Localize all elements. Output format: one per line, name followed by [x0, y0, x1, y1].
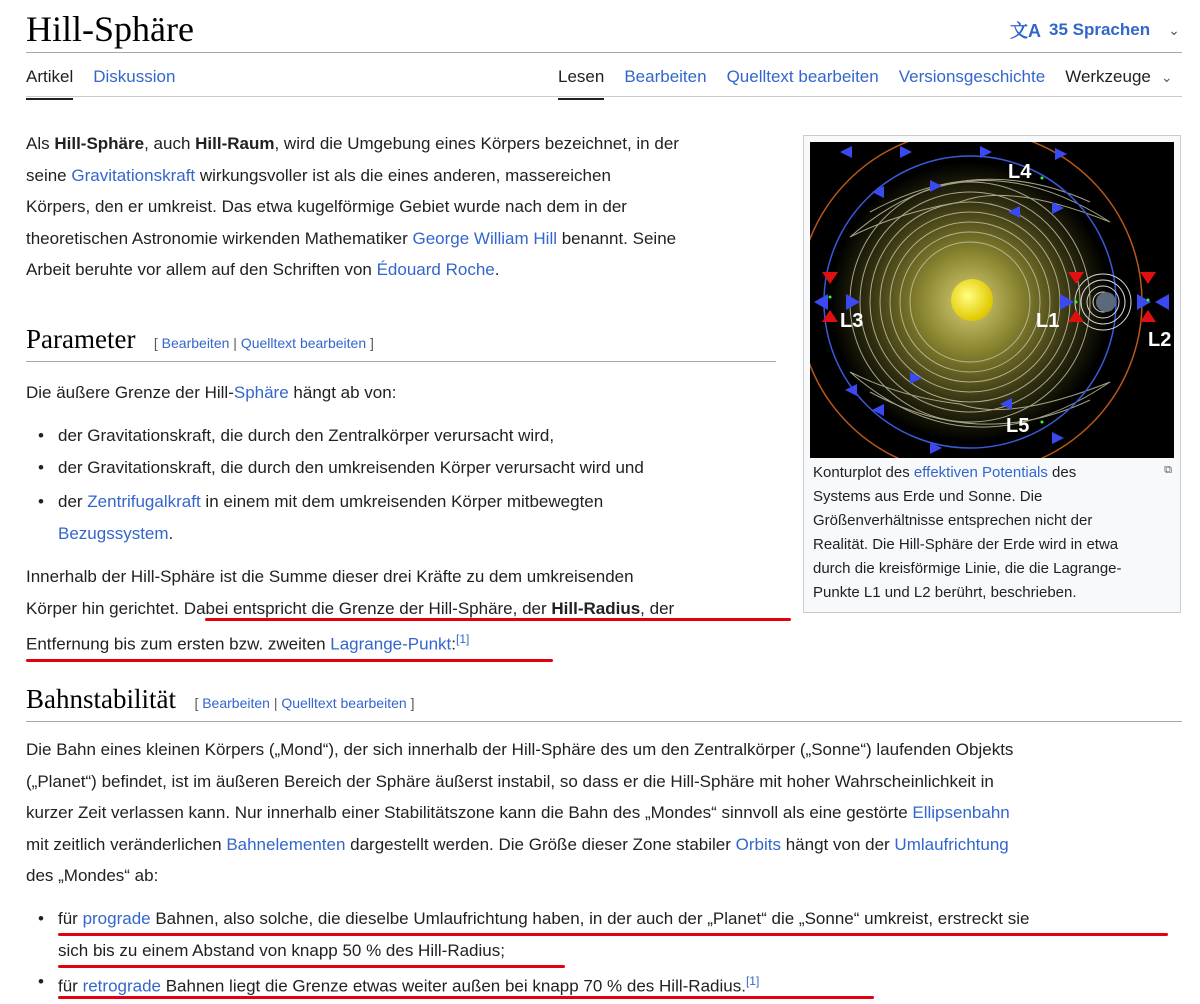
text: dargestellt werden. Die Größe dieser Zone stabiler	[345, 834, 736, 854]
link-gravitationskraft[interactable]: Gravitationskraft	[71, 165, 196, 185]
separator: |	[229, 335, 241, 351]
link-zentrifugalkraft[interactable]: Zentrifugalkraft	[87, 492, 201, 511]
language-selector[interactable]	[1010, 17, 1180, 43]
chevron-down-icon: ⌄	[1160, 69, 1173, 85]
link-bezugssystem[interactable]: Bezugssystem	[58, 523, 169, 543]
link-prograde[interactable]: prograde	[82, 909, 151, 928]
text: Als	[26, 134, 55, 153]
text: für	[58, 909, 83, 928]
section-heading-parameter	[26, 324, 776, 362]
text: hängt von der	[781, 834, 895, 854]
text: Bahnen liegt die Grenze etwas weiter außen bei knapp 70 % des Hill-Radius.	[161, 976, 746, 996]
text: Punkte L1 und L2 berührt, beschrieben.	[813, 584, 1077, 601]
bracket: ]	[410, 695, 415, 711]
list-item: • der Gravitationskraft, die durch den Zentralkörper verursacht wird,	[58, 420, 778, 452]
section-edit-links	[194, 695, 414, 711]
title-divider	[26, 52, 1182, 53]
label-l5: L5	[1006, 415, 1030, 437]
tabs-divider	[26, 96, 1182, 97]
tab-diskussion[interactable]: Diskussion	[93, 67, 176, 86]
tab-lesen[interactable]: Lesen	[558, 67, 604, 95]
text: in einem mit dem umkreisenden Körper mitbewegten	[200, 492, 604, 511]
translate-icon: 文A	[1010, 21, 1041, 41]
namespace-tabs	[26, 67, 175, 95]
text: .	[494, 260, 500, 279]
view-tabs	[558, 67, 1173, 95]
parameter-list	[58, 420, 778, 549]
text: Innerhalb der Hill-Sphäre ist die Summe dieser drei Kräfte zu dem umkreisenden	[26, 567, 634, 586]
list-item-continuation	[58, 518, 778, 550]
text: Entfernung bis zum ersten bzw. zweiten	[26, 634, 331, 654]
text: Konturplot des	[813, 464, 914, 481]
list-item	[58, 486, 778, 518]
edit-source-link[interactable]: Quelltext bearbeiten	[240, 335, 367, 351]
red-underline-annotation	[26, 659, 553, 662]
text: , der	[640, 598, 675, 618]
text: Die Bahn eines kleinen Körpers („Mond“), der sich innerhalb der Hill-Sphäre des um den Zentralkörper („Sonne“) laufenden Objekts	[26, 740, 1014, 759]
text: theoretischen Astronomie wirkenden Mathematiker	[26, 228, 413, 248]
text: :	[451, 634, 456, 654]
red-underline-annotation	[58, 933, 1168, 936]
red-underline-annotation	[58, 965, 565, 968]
list-item-continuation: sich bis zu einem Abstand von knapp 50 % des Hill-Radius;	[58, 940, 505, 960]
text: („Planet“) befindet, ist im äußeren Bereich der Sphäre äußerst instabil, so dass er die Hill-Sphäre mit hoher Wahrscheinlichkeit in	[26, 771, 994, 791]
text: Systems aus Erde und Sonne. Die	[813, 488, 1043, 505]
label-l2: L2	[1148, 329, 1172, 351]
section-heading-bahnstabilitaet	[26, 684, 1182, 722]
heading-text: Bahnstabilität	[26, 684, 176, 714]
edit-link[interactable]: Bearbeiten	[202, 695, 270, 711]
edit-source-link[interactable]: Quelltext bearbeiten	[281, 695, 407, 711]
text: hängt ab von:	[288, 383, 397, 402]
text: kurzer Zeit verlassen kann. Nur innerhalb einer Stabilitätszone kann die Bahn des „Mondes“ sinnvoll als eine gestörte	[26, 803, 913, 822]
figure-caption	[813, 461, 1163, 605]
tab-quelltext-bearbeiten[interactable]: Quelltext bearbeiten	[726, 67, 879, 86]
link-effektives-potential[interactable]: effektiven Potentials	[913, 464, 1048, 481]
bracket: [	[194, 695, 199, 711]
heading-text: Parameter	[26, 324, 136, 354]
text: Die äußere Grenze der Hill-	[26, 383, 234, 402]
bold-term: Hill-Radius	[551, 598, 641, 618]
label-l4: L4	[1008, 161, 1032, 183]
werkzeuge-label: Werkzeuge	[1065, 67, 1151, 86]
text: Größenverhältnisse entsprechen nicht der	[813, 512, 1093, 529]
red-underline-annotation	[205, 618, 791, 621]
intro-paragraph	[26, 128, 786, 286]
tab-artikel[interactable]: Artikel	[26, 67, 73, 95]
text: des	[1047, 464, 1077, 481]
text: durch die kreisförmige Linie, die die Lagrange-	[813, 560, 1122, 577]
page-title: Hill-Sphäre	[26, 9, 194, 49]
link-umlaufrichtung[interactable]: Umlaufrichtung	[894, 834, 1009, 854]
link-lagrange-punkt[interactable]: Lagrange-Punkt	[330, 634, 452, 654]
tab-werkzeuge[interactable]	[1065, 67, 1172, 95]
list-item	[58, 903, 1188, 935]
link-george-william-hill[interactable]: George William Hill	[412, 228, 557, 248]
link-ellipsenbahn[interactable]: Ellipsenbahn	[912, 803, 1010, 822]
bold-term: Hill-Raum	[195, 134, 275, 153]
text: seine	[26, 165, 72, 185]
text: Bahnen, also solche, die dieselbe Umlaufrichtung haben, in der auch der „Planet“ die „Sonne“ umkreist, erstreckt sie	[150, 909, 1030, 928]
section-edit-links	[154, 335, 374, 351]
bahn-list	[58, 903, 1188, 1002]
text: wirkungsvoller ist als die eines anderen, massereichen	[195, 165, 611, 185]
text: für	[58, 976, 83, 996]
tab-bearbeiten[interactable]: Bearbeiten	[624, 67, 707, 86]
text: Körpers, den er umkreist. Das etwa kugelförmige Gebiet wurde nach dem in der	[26, 197, 627, 216]
text: , wird die Umgebung eines Körpers bezeichnet, in der	[274, 134, 679, 153]
separator: |	[269, 695, 282, 711]
link-retrograde[interactable]: retrograde	[82, 976, 161, 996]
text: , auch	[144, 134, 196, 153]
red-underline-annotation	[58, 996, 874, 999]
bracket: ]	[370, 335, 374, 351]
text: Körper hin gerichtet. Dabei entspricht die Grenze der Hill-Sphäre, der	[26, 598, 552, 618]
edit-link[interactable]: Bearbeiten	[161, 335, 230, 351]
parameter-paragraph	[26, 561, 796, 660]
label-l3: L3	[840, 310, 864, 332]
language-count: 35 Sprachen	[1049, 20, 1151, 39]
text: benannt. Seine	[557, 228, 677, 248]
parameter-lead	[26, 377, 396, 409]
text: Arbeit beruhte vor allem auf den Schriften von	[26, 260, 377, 279]
link-sphaere[interactable]: Sphäre	[233, 383, 289, 402]
text: .	[168, 523, 174, 543]
list-item: • der Gravitationskraft, die durch den umkreisenden Körper verursacht wird und	[58, 452, 778, 484]
enlarge-icon[interactable]: ⧉	[1164, 464, 1172, 476]
label-l1: L1	[1036, 310, 1060, 332]
link-edouard-roche[interactable]: Édouard Roche	[376, 260, 495, 279]
reference-link[interactable]: [1]	[455, 632, 470, 646]
text: des „Mondes“ ab:	[26, 866, 159, 885]
effective-potential-contour-image[interactable]	[810, 142, 1174, 458]
text: Realität. Die Hill-Sphäre der Erde wird in etwa	[813, 536, 1119, 553]
reference-link[interactable]: [1]	[745, 974, 760, 988]
bracket: [	[153, 335, 158, 351]
link-bahnelemente[interactable]: Bahnelementen	[226, 834, 346, 854]
text: der	[58, 492, 88, 511]
text: mit zeitlich veränderlichen	[26, 834, 227, 854]
thumbnail-figure	[803, 135, 1181, 613]
tab-versionsgeschichte[interactable]: Versionsgeschichte	[898, 67, 1046, 86]
bold-term: Hill-Sphäre	[54, 134, 145, 153]
bahn-paragraph	[26, 734, 1186, 892]
link-orbits[interactable]: Orbits	[735, 834, 781, 854]
chevron-down-icon: ⌄	[1168, 21, 1180, 38]
